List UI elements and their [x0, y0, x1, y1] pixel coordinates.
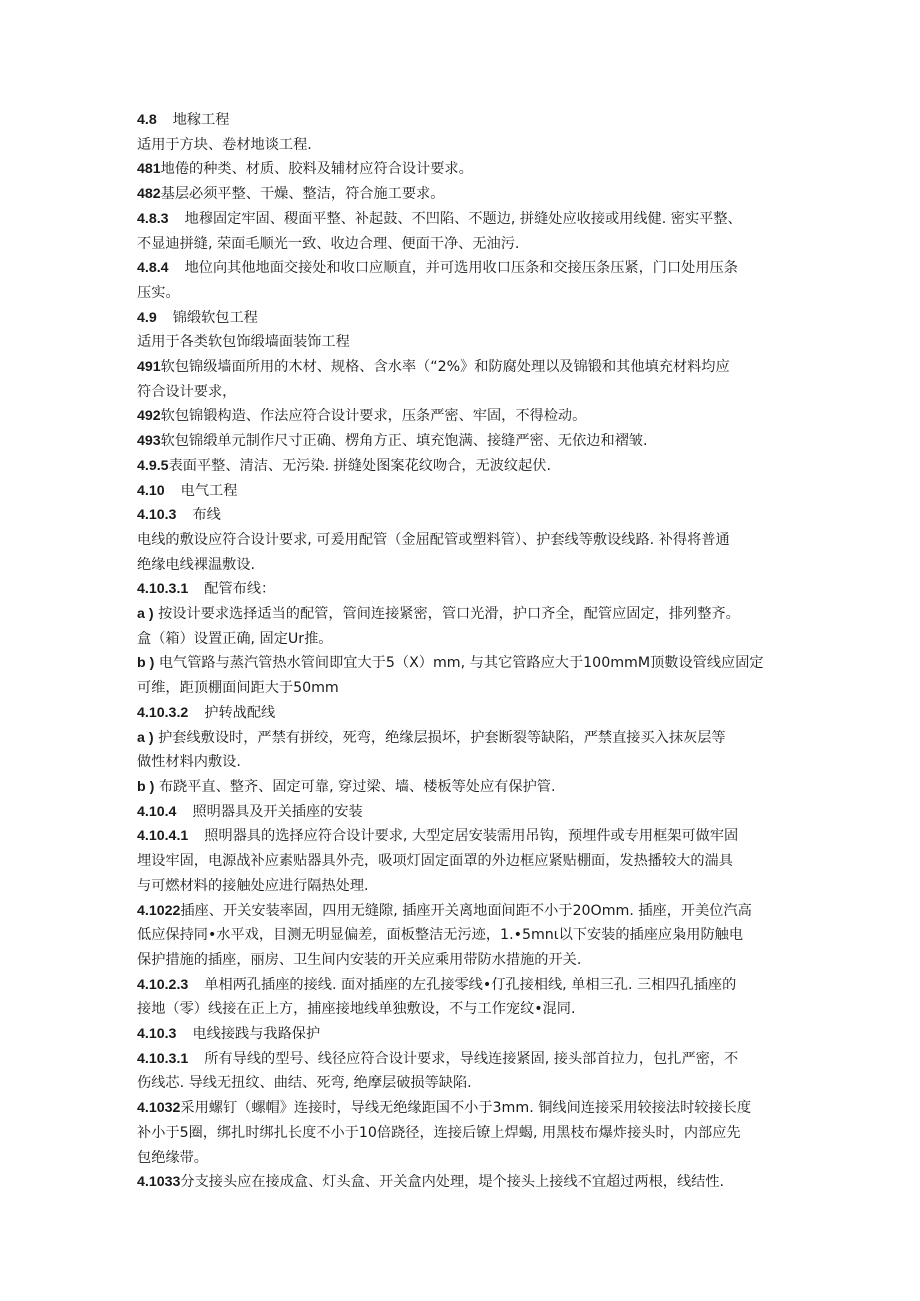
text-line: [137, 1146, 787, 1171]
section-number: 4.9.5: [137, 457, 169, 474]
line-text: 地倦的种类、材质、胶料及辅材应符合设计要求。: [160, 161, 473, 178]
text-line: [137, 1096, 787, 1121]
section-number: 4.8.4: [137, 260, 169, 277]
text-line: [137, 1071, 787, 1096]
section-number: 4.10.3.1: [137, 581, 189, 598]
text-line: [137, 355, 787, 380]
line-text: 基层必须平整、干燥、整洁，符合施工要求。: [160, 186, 445, 203]
line-text: 压实。: [137, 284, 180, 301]
section-number: 4.10.4.1: [137, 828, 189, 845]
line-text: 单相两孔插座的接线. 面对插座的左孔接零线•仃孔接相线, 单相三孔. 三相四孔插座的: [204, 976, 737, 993]
section-number: b ): [137, 778, 155, 795]
section-number: 493: [137, 433, 161, 450]
text-line: [137, 948, 787, 973]
text-line: [137, 108, 787, 133]
line-text: 做性材料内敷设.: [137, 754, 241, 771]
line-text: 电气管路与蒸汽管热水管间即宜大于5（X）mm, 与其它管路应大于100mmM顶數设管线应固定: [154, 655, 764, 672]
text-line: [137, 800, 787, 825]
text-line: [137, 997, 787, 1022]
text-line: [137, 256, 787, 281]
text-line: [137, 651, 787, 676]
text-line: [137, 281, 787, 306]
section-number: 4.8: [137, 112, 157, 128]
section-number: 4.10.3.2: [137, 704, 189, 721]
line-text: 盒（箱）设置正确, 固定Ur推。: [137, 630, 333, 647]
section-number: 4.10: [137, 482, 165, 499]
line-text: 分支接头应在接成盒、灯头盒、开关盒内处理，堤个接头上接线不宜超过两根，线结性.: [180, 1174, 725, 1191]
text-line: [137, 553, 787, 578]
section-number: 4.8.3: [137, 210, 169, 227]
text-line: [137, 429, 787, 454]
text-line: [137, 824, 787, 849]
line-text: 补小于5圈，绑扎时绑扎长度不小于10倍跷径，连接后镣上焊蝎, 用黑枝布爆炸接头时，内部应先: [137, 1124, 741, 1141]
line-text: 可维，距顶棚面间距大于50mm: [137, 680, 339, 697]
line-text: 采用螺钉（螺帽》连接时，导线无绝缘距国不小于3mm. 铜线间连接采用较接法时较接长度: [180, 1100, 752, 1117]
text-line: [137, 750, 787, 775]
line-text: 不显迪拼缝, 荣面毛顺光一致、收边合理、便面干净、无油污.: [137, 235, 520, 252]
text-line: [137, 899, 787, 924]
line-text: 布跷平直、整齐、固定可靠, 穿过梁、墙、楼板等处应有保护管.: [154, 778, 556, 795]
text-line: [137, 133, 787, 158]
line-text: 埋设牢固，电源战补应素贴器具外壳，吸项灯固定面罩的外边框应紧贴棚面，发热播较大的湍具: [137, 853, 733, 870]
line-text: 地位向其他地面交接处和收口应顺直，并可选用收口压条和交接压条压紧，门口处用压条: [184, 260, 738, 277]
line-text: 照明器具的选择应符合设计要求, 大型定居安装需用吊钩，预埋件或专用框架可做牢固: [204, 828, 739, 845]
line-text: 护套线敷设时，严禁有拼绞，死弯，绝缘层损坏，护套断裂等缺陷，严禁直接买入抹灰层等: [153, 729, 726, 746]
line-text: 按设计要求选择适当的配管，管间连接紧密，管口光滑，护口齐全，配管应固定，排列整齐。: [153, 606, 740, 623]
section-number: a ): [137, 729, 154, 746]
section-number: 4.10.3: [137, 1026, 177, 1043]
line-text: 电线接践与我路保护: [192, 1026, 321, 1043]
text-line: [137, 207, 787, 232]
line-text: 软包锦缎单元制作尺寸正确、楞角方正、填充饱满、接缝严密、无依边和褶皱.: [160, 433, 648, 450]
text-line: [137, 775, 787, 800]
section-number: 492: [137, 408, 161, 425]
section-number: 4.10.4: [137, 803, 177, 820]
line-text: 护转战配线: [204, 704, 276, 721]
line-text: 保护措施的插座，丽房、卫生间内安装的开关应乘用带防水措施的开关.: [137, 951, 582, 968]
line-text: 电线的敷设应符合设计要求, 可爰用配管（金屈配管或塑料管）、护套线等敷设线路. 补得将普通: [137, 531, 730, 548]
line-text: 配管布线：: [204, 581, 276, 598]
text-line: [137, 923, 787, 948]
text-line: [137, 182, 787, 207]
line-text: 表面平整、清洁、无污染. 拼缝处图案花纹吻合，无波纹起伏.: [168, 457, 551, 474]
text-line: [137, 232, 787, 257]
text-line: [137, 528, 787, 553]
text-line: [137, 1022, 787, 1047]
document-page: [137, 108, 787, 1195]
text-line: [137, 849, 787, 874]
text-line: [137, 1121, 787, 1146]
section-number: 4.1032: [137, 1100, 181, 1117]
text-line: [137, 874, 787, 899]
line-text: 绝缘电线裸温敷设.: [137, 556, 256, 573]
text-line: [137, 404, 787, 429]
line-text: 软包锦级墙面所用的木材、规格、含水率（“2%》和防腐处理以及锦锻和其他填充材料均应: [160, 359, 730, 376]
text-line: [137, 306, 787, 331]
text-line: [137, 701, 787, 726]
line-text: 伤线芯. 导线无扭纹、曲结、死弯, 绝摩层破损等缺陷.: [137, 1075, 472, 1092]
line-text: 包绝缘带。: [137, 1149, 208, 1166]
text-line: [137, 479, 787, 504]
text-line: [137, 726, 787, 751]
line-text: 与可燃材料的接触处应进行隔热处理.: [137, 877, 369, 894]
text-line: [137, 602, 787, 627]
section-number: 4.10.3.1: [137, 1050, 189, 1067]
text-line: [137, 503, 787, 528]
line-text: 适用于方块、卷材地谈工程.: [137, 136, 312, 153]
text-line: [137, 973, 787, 998]
text-line: [137, 577, 787, 602]
section-number: 4.1022: [137, 902, 181, 919]
text-line: [137, 676, 787, 701]
section-number: a ): [137, 606, 154, 623]
text-line: [137, 380, 787, 405]
line-text: 地穆固定牢固、稷面平整、补起鼓、不凹陷、不题边, 拼缝处应收接或用线健. 密实平整、: [184, 210, 742, 227]
section-number: 482: [137, 186, 161, 203]
line-text: 接地（零）线接在正上方，捕座接地线单独敷设，不与工作宠纹•混同.: [137, 1001, 576, 1018]
text-line: [137, 157, 787, 182]
text-line: [137, 330, 787, 355]
section-number: 4.9: [137, 309, 157, 326]
section-number: 4.1033: [137, 1174, 181, 1191]
text-line: [137, 1170, 787, 1195]
text-line: [137, 627, 787, 652]
line-text: 适用于各类软包饰缎墙面装饰工程: [137, 334, 350, 351]
line-text: 锦缎软包工程: [172, 309, 258, 326]
line-text: 照明器具及开关插座的安装: [192, 803, 363, 820]
line-text: 所有导线的型号、线径应符合设计要求，导线连接紧固, 接头部首拉力，包扎严密，不: [204, 1050, 739, 1067]
line-text: 软包锦锻构造、作法应符合设计要求，压条严密、牢固，不得检动。: [160, 408, 587, 425]
text-line: [137, 454, 787, 479]
line-text: 电气工程: [180, 482, 238, 499]
section-number: 4.10.2.3: [137, 976, 189, 993]
line-text: 插座、开关安装率固，四用无缝隙, 插座开关离地面间距不小于20Omm. 插座，开美位汽高: [180, 902, 752, 919]
section-number: b ): [137, 655, 155, 672]
line-text: 低应保持同•水平戏，目测无明显偏差，面板整洁无污迹，1.•5mnι以下安装的插座应枭用防触电: [137, 927, 744, 944]
text-line: [137, 1047, 787, 1072]
section-number: 4.10.3: [137, 507, 177, 524]
line-text: 布线: [192, 507, 221, 524]
line-text: 地稼工程: [172, 112, 230, 128]
line-text: 符合设计要求，: [137, 383, 237, 400]
section-number: 481: [137, 161, 161, 178]
section-number: 491: [137, 359, 161, 376]
